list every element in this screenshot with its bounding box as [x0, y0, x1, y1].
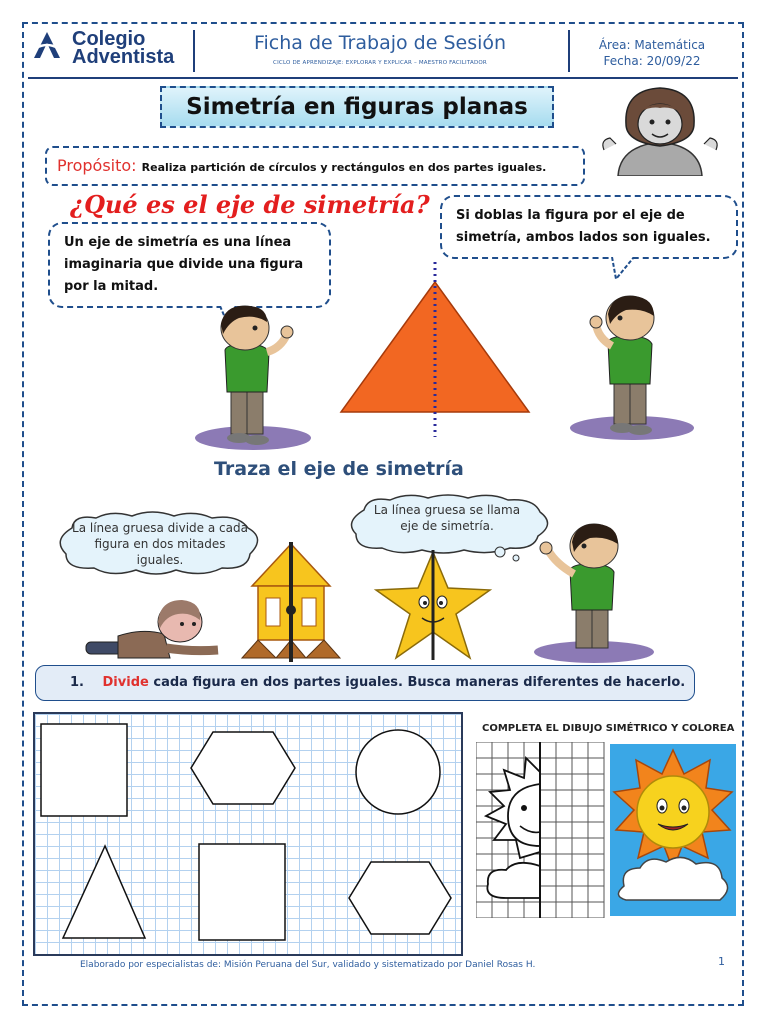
purpose-box	[45, 146, 585, 186]
hexagon-shape[interactable]	[349, 862, 451, 934]
house-shape-icon	[236, 540, 346, 664]
page-subtitle: CICLO DE APRENDIZAJE: EXPLORAR Y EXPLICAR – MAESTRO FACILITADOR	[273, 60, 487, 66]
page-title: Ficha de Trabajo de Sesión	[253, 32, 507, 54]
triangle-axis-diagram	[335, 262, 535, 440]
shapes-to-divide	[33, 712, 463, 956]
logo-line-1: Colegio	[72, 28, 146, 50]
worksheet-title: Simetría en figuras planas	[160, 86, 554, 128]
header	[0, 0, 768, 80]
header-divider	[568, 30, 570, 72]
cloud-left-text: La línea gruesa divide a cada figura en dos mitades iguales.	[72, 521, 248, 567]
definition-bubble	[48, 222, 331, 308]
hexagon-shape[interactable]	[191, 732, 295, 804]
page-number: 1	[718, 955, 725, 968]
square-shape[interactable]	[41, 724, 127, 816]
instruction-number: 1.	[70, 675, 84, 690]
purpose-label: Propósito:	[57, 156, 137, 175]
purpose-text: Realiza partición de círculos y rectángulos en dos partes iguales.	[141, 161, 547, 174]
date-label: Fecha: 20/09/22	[603, 54, 701, 68]
girl-illustration-icon	[598, 84, 722, 176]
question-heading: ¿Qué es el eje de simetría?	[70, 190, 430, 219]
lying-child-illustration-icon	[82, 592, 222, 664]
instruction-text: cada figura en dos partes iguales. Busca maneras diferentes de hacerlo.	[153, 675, 686, 690]
logo-line-2: Adventista	[72, 46, 175, 68]
symmetric-drawing-heading: COMPLETA EL DIBUJO SIMÉTRICO Y COLOREA	[482, 723, 735, 734]
rectangle-shape[interactable]	[199, 844, 285, 940]
star-shape-icon	[370, 548, 496, 662]
section-heading-traza: Traza el eje de simetría	[214, 458, 464, 480]
fold-bubble	[440, 195, 738, 259]
half-sun-grid-exercise[interactable]	[476, 742, 606, 918]
triangle-shape[interactable]	[63, 846, 145, 938]
definition-text: Un eje de simetría es una línea imaginaria que divide una figura por la mitad.	[64, 235, 304, 294]
instruction-bar	[35, 665, 695, 701]
boy-pointing-illustration-icon	[522, 522, 656, 664]
circle-shape[interactable]	[356, 730, 440, 814]
fold-text: Si doblas la figura por el eje de simetría, ambos lados son iguales.	[456, 208, 711, 245]
school-logo-icon	[32, 30, 62, 60]
cloud-right-text: La línea gruesa se llama eje de simetría.	[373, 503, 521, 533]
boy-left-illustration-icon	[195, 300, 315, 450]
area-label: Área: Matemática	[598, 38, 706, 52]
instruction-keyword: Divide	[102, 675, 149, 690]
boy-right-illustration-icon	[568, 292, 698, 442]
header-rule	[28, 77, 738, 79]
colored-sun-example-icon	[610, 744, 736, 916]
bubble-tail-icon	[610, 257, 638, 281]
footer-credit: Elaborado por especialistas de: Misión Peruana del Sur, validado y sistematizado por Daniel Rosas H.	[80, 960, 536, 970]
